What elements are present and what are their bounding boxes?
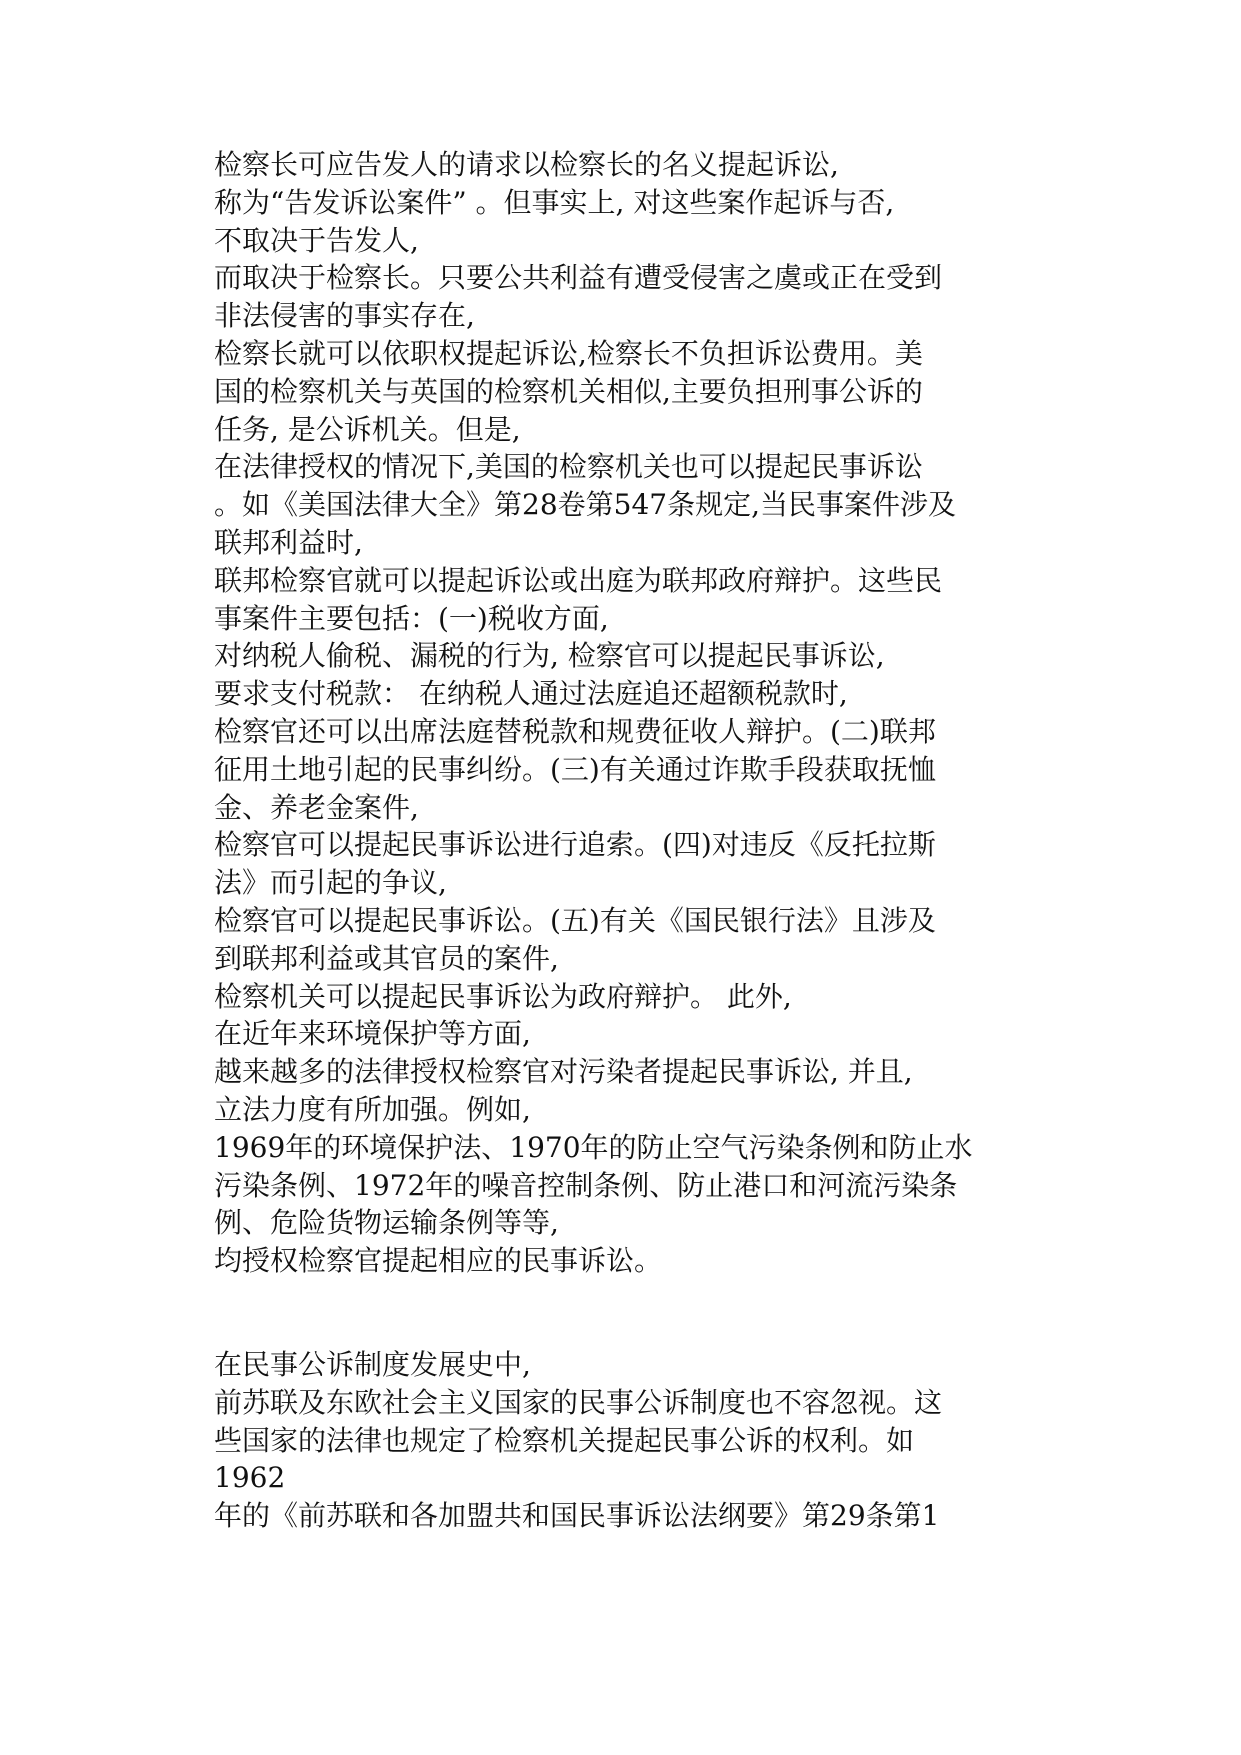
text-line: 金、养老金案件, bbox=[214, 790, 419, 824]
text-line: 任务, 是公诉机关。但是, bbox=[214, 412, 521, 446]
text-line: 检察机关可以提起民事诉讼为政府辩护。 此外, bbox=[214, 979, 792, 1013]
text-line: 联邦利益时, bbox=[214, 525, 363, 559]
text-line: 前苏联及东欧社会主义国家的民事公诉制度也不容忽视。这 bbox=[214, 1385, 943, 1419]
text-line: 到联邦利益或其官员的案件, bbox=[214, 941, 559, 975]
text-line: 征用土地引起的民事纠纷。(三)有关通过诈欺手段获取抚恤 bbox=[214, 752, 936, 786]
text-line: 检察官可以提起民事诉讼进行追索。(四)对违反《反托拉斯 bbox=[214, 828, 936, 862]
text-line: 不取决于告发人, bbox=[214, 223, 419, 257]
text-line: 越来越多的法律授权检察官对污染者提起民事诉讼, 并且, bbox=[214, 1055, 913, 1089]
text-line: 在近年来环境保护等方面, bbox=[214, 1017, 531, 1051]
text-line: 联邦检察官就可以提起诉讼或出庭为联邦政府辩护。这些民 bbox=[214, 563, 943, 597]
text-line: 在民事公诉制度发展史中, bbox=[214, 1348, 531, 1381]
text-line: 立法力度有所加强。例如, bbox=[214, 1092, 531, 1126]
text-line: 检察长就可以依职权提起诉讼,检察长不负担诉讼费用。美 bbox=[214, 336, 923, 370]
text-line: 称为“告发诉讼案件” 。但事实上, 对这些案作起诉与否, bbox=[214, 185, 895, 219]
text-line: 国的检察机关与英国的检察机关相似,主要负担刑事公诉的 bbox=[214, 374, 923, 408]
text-line: 污染条例、1972年的噪音控制条例、防止港口和河流污染条 bbox=[214, 1168, 958, 1202]
text-line: 检察长可应告发人的请求以检察长的名义提起诉讼, bbox=[214, 148, 839, 181]
text-line: 事案件主要包括：(一)税收方面, bbox=[214, 601, 609, 635]
text-line: 年的《前苏联和各加盟共和国民事诉讼法纲要》第29条第1 bbox=[214, 1499, 940, 1533]
text-line: 例、危险货物运输条例等等, bbox=[214, 1206, 559, 1240]
paragraph-2 bbox=[214, 1346, 1034, 1535]
text-line: 些国家的法律也规定了检察机关提起民事公诉的权利。如 bbox=[214, 1423, 915, 1457]
text-line: 对纳税人偷税、漏税的行为, 检察官可以提起民事诉讼, bbox=[214, 639, 885, 673]
text-line: 非法侵害的事实存在, bbox=[214, 299, 475, 333]
text-line: 检察官可以提起民事诉讼。(五)有关《国民银行法》且涉及 bbox=[214, 903, 936, 937]
text-line: 要求支付税款： 在纳税人通过法庭追还超额税款时, bbox=[214, 677, 848, 711]
text-line: 法》而引起的争议, bbox=[214, 866, 447, 900]
text-line: 而取决于检察长。只要公共利益有遭受侵害之虞或正在受到 bbox=[214, 261, 943, 295]
paragraph-1 bbox=[214, 146, 1034, 1280]
text-line: 1962 bbox=[214, 1461, 286, 1495]
text-line: 检察官还可以出席法庭替税款和规费征收人辩护。(二)联邦 bbox=[214, 714, 936, 748]
text-line: 在法律授权的情况下,美国的检察机关也可以提起民事诉讼 bbox=[214, 450, 923, 484]
text-line: 1969年的环境保护法、1970年的防止空气污染条例和防止水 bbox=[214, 1130, 973, 1164]
text-line: 均授权检察官提起相应的民事诉讼。 bbox=[214, 1244, 663, 1278]
text-line: 。如《美国法律大全》第28卷第547条规定,当民事案件涉及 bbox=[214, 488, 956, 522]
